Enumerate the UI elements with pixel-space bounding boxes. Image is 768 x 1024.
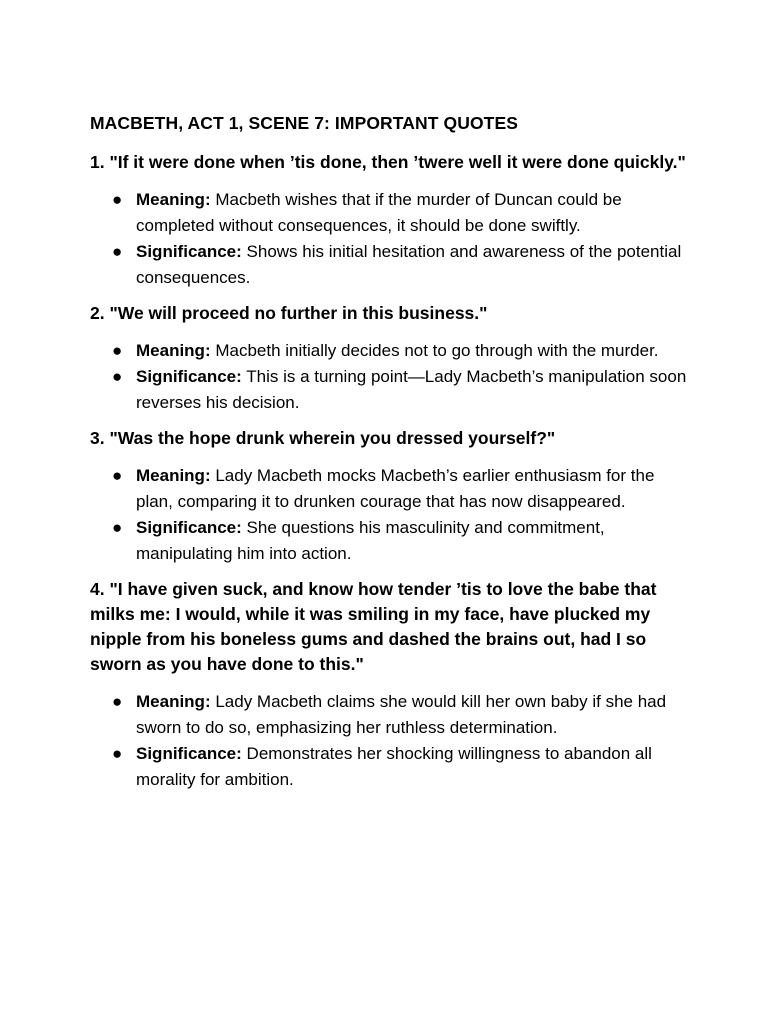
significance-item xyxy=(90,364,690,416)
bullet-icon: ● xyxy=(112,341,123,360)
significance-item xyxy=(90,741,690,793)
bullet-icon: ● xyxy=(112,692,123,711)
quote-heading: 3. "Was the hope drunk wherein you dressed yourself?" xyxy=(90,428,556,448)
quote-section-4 xyxy=(90,577,690,793)
meaning-text: Lady Macbeth mocks Macbeth’s earlier enthusiasm for the plan, comparing it to drunken courage that has now disappeared. xyxy=(136,466,655,511)
quote-section-1 xyxy=(90,150,690,291)
bullet-icon: ● xyxy=(112,744,123,763)
meaning-item xyxy=(90,689,690,741)
quote-points xyxy=(90,689,690,793)
quote-section-2 xyxy=(90,301,690,416)
significance-text: Demonstrates her shocking willingness to abandon all morality for ambition. xyxy=(136,744,652,789)
quote-points xyxy=(90,187,690,291)
quote-heading: 1. "If it were done when ’tis done, then ’twere well it were done quickly." xyxy=(90,152,686,172)
significance-text: This is a turning point—Lady Macbeth’s manipulation soon reverses his decision. xyxy=(136,367,687,412)
bullet-icon: ● xyxy=(112,518,123,537)
bullet-icon: ● xyxy=(112,367,123,386)
significance-label: Significance: xyxy=(136,518,242,537)
significance-text: She questions his masculinity and commitment, manipulating him into action. xyxy=(136,518,605,563)
meaning-text: Macbeth initially decides not to go through with the murder. xyxy=(210,341,659,360)
bullet-icon: ● xyxy=(112,466,123,485)
meaning-item xyxy=(90,338,690,364)
significance-label: Significance: xyxy=(136,744,242,763)
significance-text: Shows his initial hesitation and awareness of the potential consequences. xyxy=(136,242,682,287)
significance-label: Significance: xyxy=(136,242,242,261)
quote-points xyxy=(90,338,690,416)
document-body xyxy=(90,110,690,803)
significance-item xyxy=(90,515,690,567)
significance-label: Significance: xyxy=(136,367,242,386)
quote-heading: 2. "We will proceed no further in this business." xyxy=(90,303,488,323)
meaning-label: Meaning: xyxy=(136,190,211,209)
page-title: MACBETH, ACT 1, SCENE 7: IMPORTANT QUOTES xyxy=(90,113,519,133)
meaning-item xyxy=(90,463,690,515)
meaning-text: Macbeth wishes that if the murder of Duncan could be completed without consequences, it should be done swiftly. xyxy=(136,190,622,235)
meaning-label: Meaning: xyxy=(136,692,211,711)
quote-points xyxy=(90,463,690,567)
meaning-label: Meaning: xyxy=(136,341,211,360)
significance-item xyxy=(90,239,690,291)
quote-section-3 xyxy=(90,426,690,567)
quote-heading: 4. "I have given suck, and know how tender ’tis to love the babe that milks me: I would, while it was smiling in my face, have plucked my nipple from his boneless gums and dashed the brains out, had I so sworn as you have done to this." xyxy=(90,579,657,674)
meaning-item xyxy=(90,187,690,239)
bullet-icon: ● xyxy=(112,242,123,261)
bullet-icon: ● xyxy=(112,190,123,209)
meaning-text: Lady Macbeth claims she would kill her own baby if she had sworn to do so, emphasizing her ruthless determination. xyxy=(136,692,667,737)
meaning-label: Meaning: xyxy=(136,466,211,485)
